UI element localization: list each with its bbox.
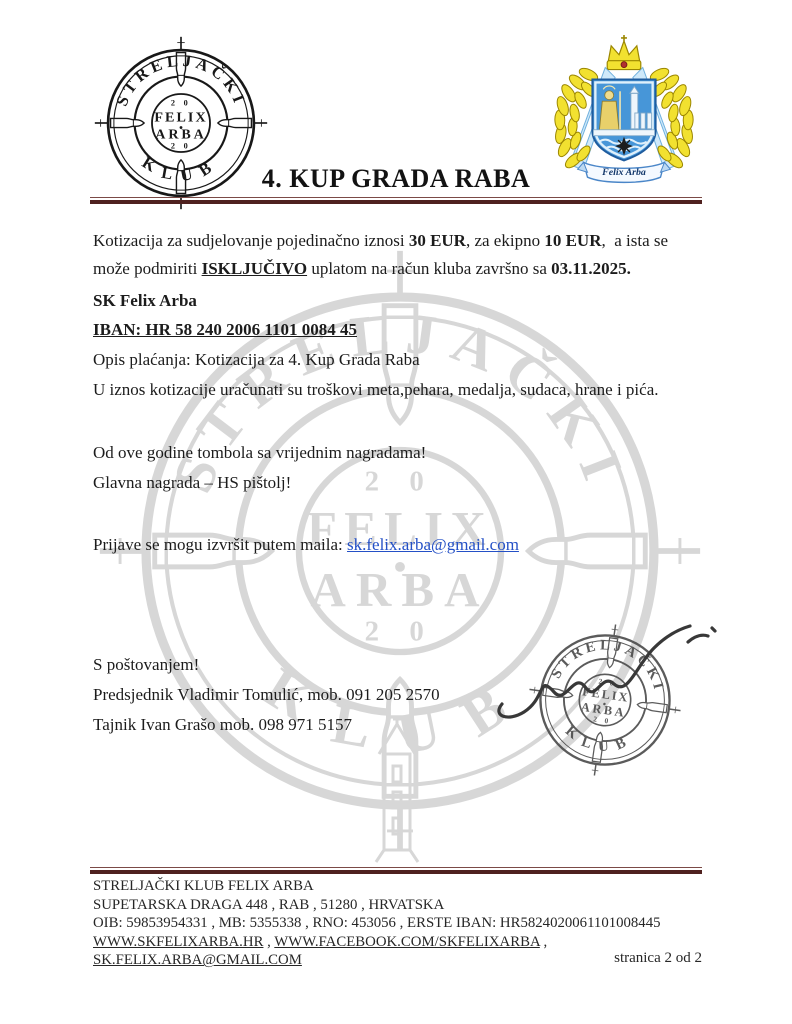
signature [492, 612, 720, 740]
text-segment: uplatom na račun kluba završno sa [307, 259, 552, 278]
header-rule [90, 197, 702, 204]
text-segment: , [539, 933, 551, 950]
text-segment: može podmiriti [93, 259, 202, 278]
footer-address: SUPETARSKA DRAGA 448 , RAB , 51280 , HRVATSKA [93, 896, 445, 913]
text-segment: Od ove godine tombola sa vrijednim nagradama! [93, 443, 427, 462]
facebook-link[interactable]: WWW.FACEBOOK.COM/SKFELIXARBA [274, 933, 540, 950]
text-segment: 10 EUR [544, 231, 602, 250]
text-segment: 30 EUR [408, 231, 466, 250]
footer-club-name: STRELJAČKI KLUB FELIX ARBA [93, 878, 314, 894]
page-title: 4. KUP GRADA RABA [261, 164, 531, 193]
footer-email-link[interactable]: SK.FELIX.ARBA@GMAIL.COM [93, 952, 302, 969]
text-segment: , a ista se [601, 231, 669, 250]
coat-of-arms-banner-text: Felix Arba [602, 167, 646, 179]
text-segment: Prijave se mogu izvršit putem maila: [93, 535, 348, 554]
page-number: stranica 2 od 2 [614, 950, 702, 966]
paragraph-opis-placanja [93, 346, 738, 374]
footer-registry-ids: OIB: 59853954331 , MB: 5355338 , RNO: 453056 , ERSTE IBAN: HR5824020061101008445 [93, 915, 661, 932]
paragraph-club-name [93, 287, 738, 315]
text-segment: S poštovanjem! [93, 655, 200, 674]
footer-rule [90, 867, 702, 874]
paragraph-tombola [93, 439, 738, 467]
text-segment: Glavna nagrada – HS pištolj! [93, 473, 292, 492]
text-segment: ISKLJUČIVO [201, 259, 308, 278]
text-segment: , [263, 933, 275, 950]
text-segment: U iznos kotizacije uračunati su troškovi meta,pehara, medalja, sudaca, hrane i pića. [93, 380, 659, 399]
text-segment: Opis plaćanja: Kotizacija za 4. Kup Grada Raba [93, 350, 420, 369]
text-segment: Kotizacija za sudjelovanje pojedinačno iznosi [93, 231, 409, 250]
email-link[interactable]: sk.felix.arba@gmail.com [347, 535, 519, 554]
text-segment: Predsjednik Vladimir Tomulić, mob. 091 205 2570 [93, 685, 440, 704]
paragraph-iban [93, 316, 738, 344]
paragraph-kotizacija [93, 227, 738, 283]
paragraph-glavna-nagrada [93, 469, 738, 497]
text-segment: , za ekipno [465, 231, 545, 250]
text-segment: SK Felix Arba [93, 291, 197, 310]
website-link[interactable]: WWW.SKFELIXARBA.HR [93, 933, 264, 950]
text-segment: IBAN: HR 58 240 2006 1101 0084 45 [93, 320, 357, 339]
paragraph-troskovi [93, 376, 738, 404]
paragraph-prijave [93, 531, 738, 559]
text-segment: 03.11.2025. [551, 259, 631, 278]
text-segment: Tajnik Ivan Grašo mob. 098 971 5157 [93, 715, 352, 734]
